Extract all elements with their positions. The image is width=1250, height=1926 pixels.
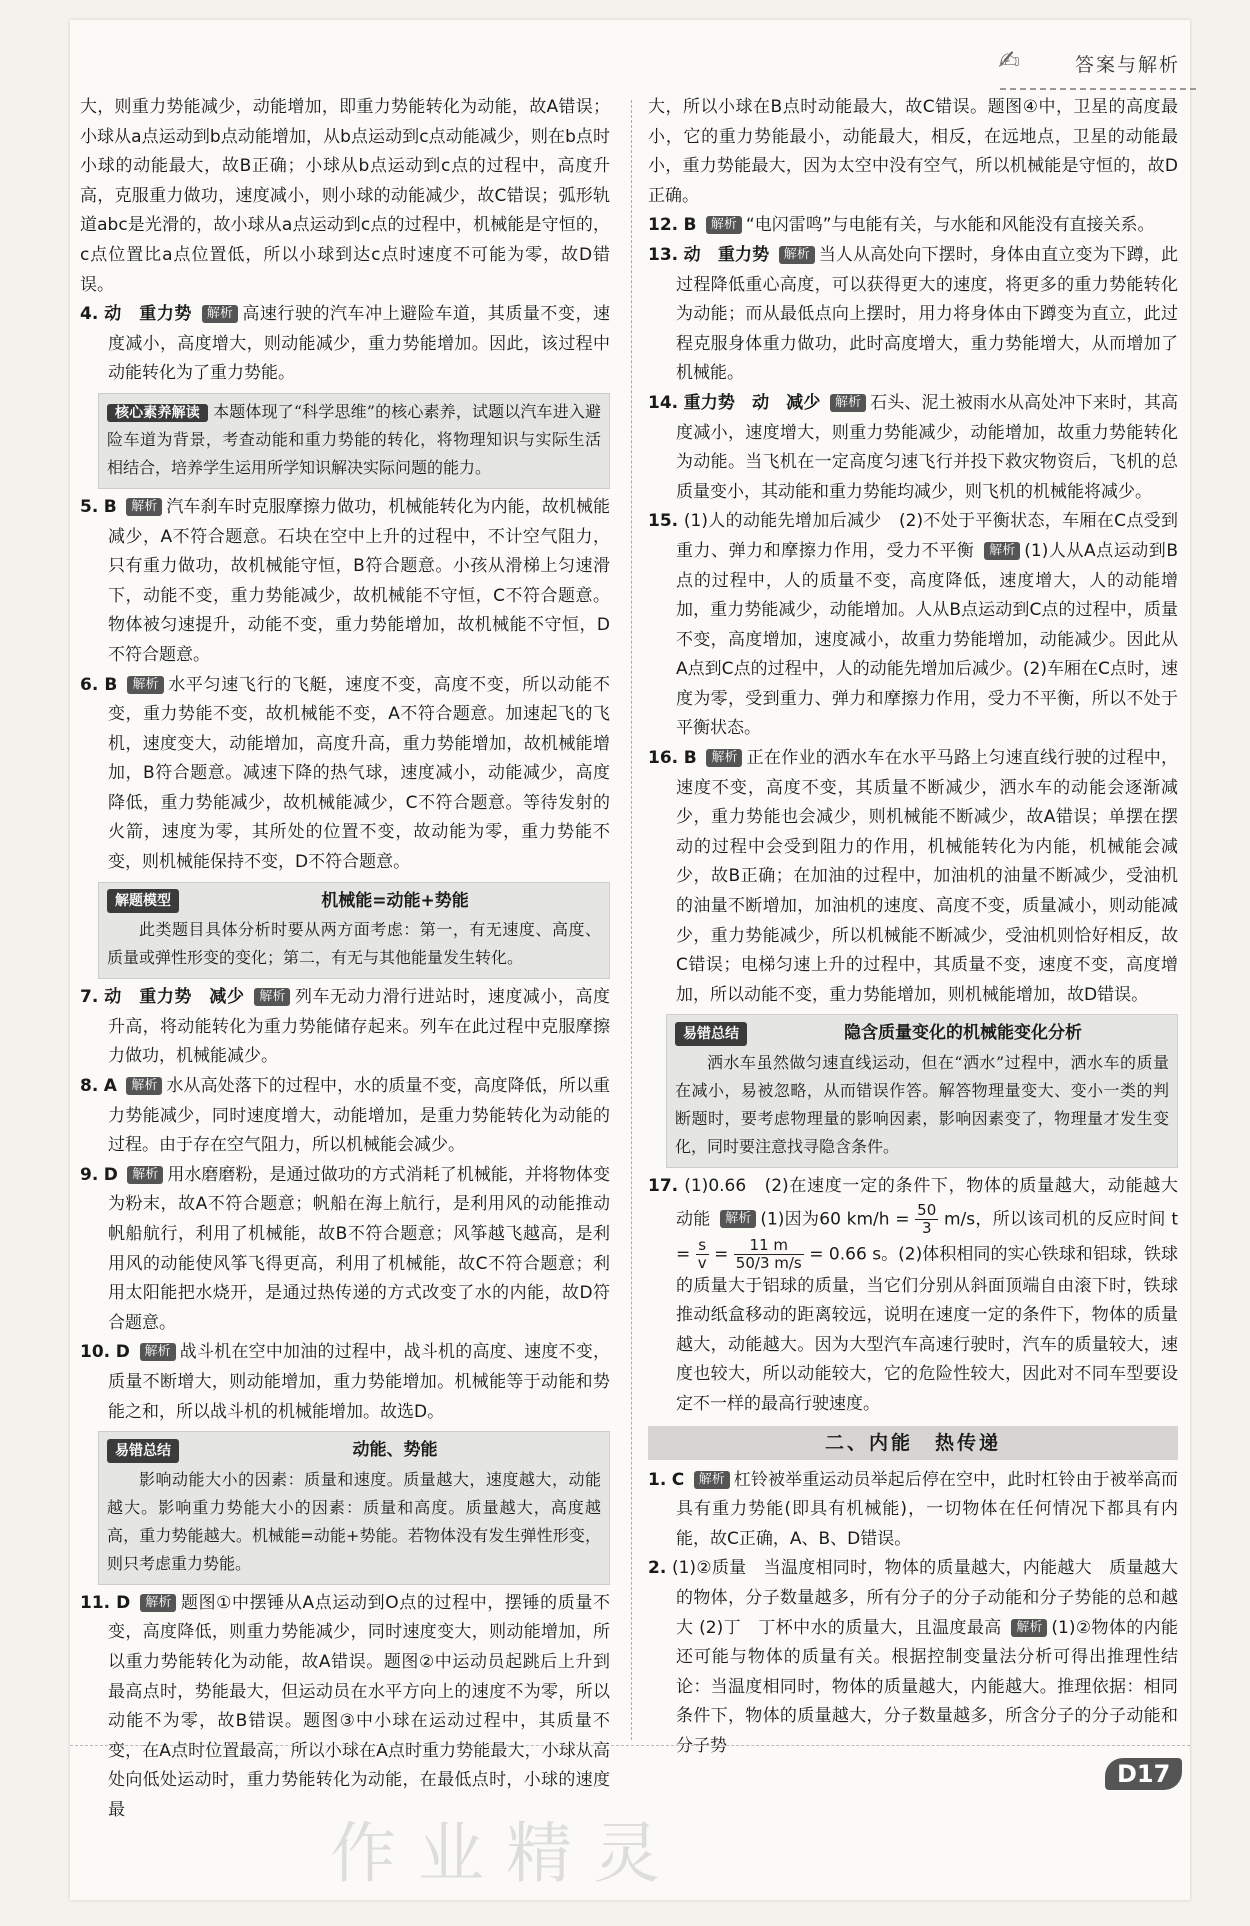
question-6 [80, 671, 610, 878]
fraction-numerator: s [696, 1237, 709, 1255]
question-number: 5. [80, 496, 99, 517]
question-number: 7. [80, 987, 99, 1008]
question-number: 17. [648, 1176, 679, 1196]
error-summary-text: 洒水车虽然做匀速直线运动，但在“洒水”过程中，洒水车的质量在减小，易被忽略，从而错误作答。解答物理量变大、变小一类的判断题时，要考虑物理量的影响因素，影响因素变了，物理量才发生变化，同时要注意找寻隐含条件。 [675, 1053, 1169, 1156]
question-14 [648, 389, 1178, 507]
analysis-text: 石头、泥土被雨水从高处冲下来时，其高度减小，速度增大，则重力势能减少，动能增加，故重力势能转化为动能。当飞机在一定高度匀速飞行并投下救灾物资后，飞机的总质量变小，其动能和重力势能均减少，则飞机的机械能将减少。 [676, 392, 1179, 502]
analysis-tag: 解析 [127, 1166, 163, 1184]
question-number: 1. [648, 1469, 667, 1490]
error-summary-tag: 易错总结 [107, 1439, 179, 1463]
fraction-denominator: v [697, 1253, 707, 1272]
question-12 [648, 211, 1178, 241]
answer: B [683, 215, 697, 236]
analysis-text: 列车无动力滑行进站时，速度减小，高度升高，将动能转化为重力势能储存起来。列车在此过程中克服摩擦力做功，机械能减少。 [108, 987, 610, 1067]
analysis-text: “电闪雷鸣”与电能有关，与水能和风能没有直接关系。 [745, 215, 1155, 236]
answer: 重力势 动 减少 [683, 392, 821, 413]
question-number: 14. [648, 392, 679, 413]
analysis-tag: 解析 [140, 1343, 176, 1361]
reading-person-icon: ✍ [998, 46, 1020, 76]
solving-model-tag: 解题模型 [107, 889, 179, 913]
question-4 [80, 300, 610, 389]
analysis-text: 高速行驶的汽车冲上避险车道，其质量不变，速度减小，高度增大，则动能减少，重力势能增加。因此，该过程中动能转化为了重力势能。 [108, 304, 610, 384]
error-summary-title: 动能、势能 [352, 1440, 438, 1461]
analysis-text: 杠铃被举重运动员举起后停在空中，此时杠铃由于被举高而具有重力势能(即具有机械能)，一切物体在任何情况下都具有内能，故C正确，A、B、D错误。 [676, 1469, 1179, 1549]
core-literacy-paragraph [107, 398, 601, 482]
analysis-text: 汽车刹车时克服摩擦力做功，机械能转化为内能，故机械能减少，A不符合题意。石块在空中上升的过程中，不计空气阻力，只有重力做功，故机械能守恒，B符合题意。小孩从滑梯上匀速滑下，动能不变，重力势能减少，故机械能不守恒，C不符合题意。物体被匀速提升，动能不变，重力势能增加，故机械能不守恒，D不符合题意。 [108, 496, 611, 665]
error-summary-head [675, 1019, 1169, 1049]
analysis-text: 战斗机在空中加油的过程中，战斗机的高度、速度不变，质量不断增大，则动能增加，重力势能增加。机械能等于动能和势能之和，所以战斗机的机械能增加。故选D。 [108, 1342, 610, 1422]
question-15 [648, 507, 1178, 744]
analysis-text: 水从高处落下的过程中，水的质量不变，高度降低，所以重力势能减少，同时速度增大，动能增加，是重力势能转化为动能的过程。由于存在空气阻力，所以机械能会减少。 [108, 1076, 611, 1156]
question-9 [80, 1161, 610, 1339]
fraction-50-over-3 [915, 1202, 938, 1237]
answer: 动 重力势 [104, 304, 192, 325]
section-question-1 [648, 1466, 1178, 1555]
fraction-denominator: 50/3 m/s [735, 1253, 802, 1272]
analysis-tag: 解析 [706, 216, 742, 234]
header-divider [1000, 88, 1196, 90]
fraction-s-over-v [696, 1237, 709, 1272]
fraction-numerator: 11 m [734, 1237, 804, 1255]
question-number: 8. [80, 1076, 99, 1097]
analysis-text: = 0.66 s。(2)体积相同的实心铁球和铝球，铁球的质量大于铝球的质量，当它们分别从斜面顶端自由滚下时，铁球推动纸盒移动的距离较远，说明在速度一定的条件下，物体的质量越大，动能越大。因为大型汽车高速行驶时，汽车的质量较大，速度也较大，所以动能较大，它的危险性较大，因此对不同车型要设定不一样的最高行驶速度。 [676, 1244, 1179, 1414]
analysis-tag: 解析 [1011, 1619, 1047, 1637]
fraction-distance-over-speed [734, 1237, 804, 1272]
answer: 动 重力势 [683, 244, 770, 265]
analysis-text: 题图①中摆锤从A点运动到O点的过程中，摆锤的质量不变，高度降低，则重力势能减少，同时速度变大，则动能增加，所以重力势能转化为动能，故A错误。题图②中运动员起跳后上升到最高点时，势能最大，但运动员在水平方向上的速度不为零，所以动能不为零，故B错误。题图③中小球在运动过程中，其质量不变，在A点时位置最高，所以小球在A点时重力势能最大，小球从高处向低处运动时，重力势能转化为动能，在最低点时，小球的速度最 [108, 1592, 611, 1820]
analysis-text: (1)人从A点运动到B点的过程中，人的质量不变，高度降低，速度增大，人的动能增加，重力势能减少，动能增加。人从B点运动到C点的过程中，质量不变，高度增加，速度减小，故重力势能增加，动能减少。因此从A点到C点的过程中，人的动能先增加后减少。(2)车厢在C点时，速度为零，受到重力、弹力和摩擦力作用，受力不平衡，所以不处于平衡状态。 [676, 540, 1179, 739]
column-divider [631, 100, 632, 1740]
answer: D [103, 1164, 118, 1185]
analysis-tag: 解析 [706, 749, 742, 767]
core-literacy-tag: 核心素养解读 [107, 404, 208, 422]
question-number: 12. [648, 215, 679, 236]
answer-extra: 动能 [676, 1209, 711, 1230]
formula-text: t = [676, 1209, 1179, 1265]
solving-model-head [107, 887, 601, 917]
right-intro: 大，所以小球在B点时动能最大，故C错误。题图④中，卫星的高度最小，它的重力势能最小，动能最大，相反，在远地点，卫星的动能最小，重力势能最大，因为太空中没有空气，所以机械能是守恒的，故D正确。 [648, 97, 1178, 206]
left-intro: 大，则重力势能减少，动能增加，即重力势能转化为动能，故A错误；小球从a点运动到b点动能增加，从b点运动到c点动能减少，则在b点时小球的动能最大，故B正确；小球从b点运动到c点的过程中，高度升高，克服重力做功，速度减小，则小球的动能减少，故C错误；弧形轨道abc是光滑的，故小球从a点运动到c点的过程中，机械能是守恒的，c点位置比a点位置低，所以小球到达c点时速度不可能为零，故D错误。 [80, 97, 610, 295]
question-16 [648, 744, 1178, 1010]
question-number: 9. [80, 1164, 99, 1185]
analysis-tag: 解析 [127, 676, 163, 694]
analysis-tag: 解析 [126, 498, 162, 516]
question-13 [648, 241, 1178, 389]
analysis-tag: 解析 [202, 305, 238, 323]
analysis-text: m/s，所以该司机的反应时间 [943, 1209, 1166, 1230]
answer: B [103, 496, 117, 517]
section-heading: 二、内能 热传递 [648, 1426, 1178, 1460]
answer: D [115, 1342, 130, 1363]
error-summary-tag: 易错总结 [675, 1022, 747, 1046]
header-label: 答案与解析 [1074, 54, 1180, 76]
error-summary-title: 隐含质量变化的机械能变化分析 [844, 1023, 1082, 1044]
analysis-text: 用水磨磨粉，是通过做功的方式消耗了机械能，并将物体变为粉末，故A不符合题意；帆船在海上航行，是利用风的动能推动帆船航行，利用了机械能，故B不符合题意；风筝越飞越高，是利用风的动能使风筝飞得更高，利用了机械能，故C不符合题意；利用太阳能把水烧开，是通过热传递的方式改变了水的内能，故D符合题意。 [108, 1164, 611, 1333]
fraction-denominator: 3 [921, 1218, 932, 1237]
solving-model-title: 机械能=动能+势能 [321, 890, 469, 911]
question-5 [80, 493, 610, 671]
answer: B [104, 674, 118, 695]
question-number: 10. [80, 1342, 111, 1363]
answer: (1)②质量 当温度相同时，物体的质量越大，内能越大 质量越大的物体，分子数量越多，所有分子的分子动能和分子势能的总和越大 [671, 1558, 1178, 1638]
fraction-numerator: 50 [917, 1200, 937, 1219]
left-column [80, 93, 610, 1826]
answer: A [103, 1076, 117, 1097]
answer: (1)人的动能先增加后减少 (2)不处于平衡状态，车厢在C点受到重力、弹力和摩擦力作用，受力不平衡 [676, 511, 1179, 561]
page-number: D17 [1105, 1758, 1182, 1790]
answer: 动 重力势 减少 [104, 987, 245, 1008]
analysis-text: (1)因为60 km/h = [760, 1209, 910, 1230]
analysis-tag: 解析 [140, 1594, 176, 1612]
question-number: 6. [80, 674, 99, 695]
section-question-2 [648, 1554, 1178, 1761]
answer: D [116, 1592, 131, 1613]
watermark: 作业精灵 [330, 1815, 682, 1892]
footer-band [70, 1745, 1190, 1804]
question-17 [648, 1172, 1178, 1420]
answer: (2)丁 丁杯中水的质量大，且温度最高 [699, 1617, 1002, 1638]
question-number: 13. [648, 244, 679, 265]
question-8 [80, 1072, 610, 1161]
question-number: 16. [648, 748, 679, 769]
analysis-text: 当人从高处向下摆时，身体由直立变为下蹲，此过程降低重心高度，可以获得更大的速度，将更多的重力势能转化为动能；而从最低点向上摆时，用力将身体由下蹲变为直立，此过程克服身体重力做功，此时高度增大，重力势能增大，从而增加了机械能。 [676, 244, 1179, 384]
solving-model-box [98, 882, 610, 980]
error-summary-box-2 [666, 1014, 1178, 1168]
analysis-tag: 解析 [254, 988, 290, 1006]
question-7 [80, 983, 610, 1072]
question-10 [80, 1338, 610, 1427]
error-summary-box-1 [98, 1431, 610, 1585]
analysis-tag: 解析 [830, 394, 866, 412]
analysis-tag: 解析 [720, 1210, 756, 1228]
right-column [648, 93, 1178, 1762]
core-literacy-box [98, 393, 610, 489]
solving-model-text: 此类题目具体分析时要从两方面考虑：第一，有无速度、高度、质量或弹性形变的变化；第二，有无与其他能量发生转化。 [107, 920, 601, 968]
analysis-tag: 解析 [126, 1077, 162, 1095]
error-summary-head [107, 1436, 601, 1466]
question-number: 11. [80, 1592, 111, 1613]
question-number: 4. [80, 304, 99, 325]
analysis-tag: 解析 [779, 246, 815, 264]
answer: B [683, 748, 697, 769]
core-literacy-text: 本题体现了“科学思维”的核心素养，试题以汽车进入避险车道为背景，考查动能和重力势能的转化，将物理知识与实际生活相结合，培养学生运用所学知识解决实际问题的能力。 [107, 401, 601, 477]
answer: C [671, 1469, 685, 1490]
answer: (1)0.66 (2)在速度一定的条件下，物体的质量越大，动能越大 [684, 1176, 1179, 1196]
analysis-text: 正在作业的洒水车在水平马路上匀速直线行驶的过程中，速度不变，高度不变，其质量不断减少，洒水车的动能会逐渐减少，重力势能也会减少，则机械能不断减少，故A错误；单摆在摆动的过程中会受到阻力的作用，机械能转化为内能，机械能会减少，故B正确；在加油的过程中，加油机的油量不断减少，受油机的油量不断增加，加油机的速度、高度不变，质量减小，则动能减少，重力势能减少，所以机械能不断减少，受油机则恰好相反，故C错误；电梯匀速上升的过程中，其质量不变，速度不变，高度增加，所以动能不变，重力势能增加，则机械能增加，故D错误。 [676, 748, 1179, 1005]
formula-text: = [714, 1244, 729, 1265]
analysis-text: (1)②物体的内能还可能与物体的质量有关。根据控制变量法分析可得出推理性结论：当温度相同时，物体的质量越大，内能越大。推理依据：相同条件下，物体的质量越大，分子数量越多，所含分子的分子动能和分子势 [676, 1617, 1178, 1756]
error-summary-text: 影响动能大小的因素：质量和速度。质量越大，速度越大，动能越大。影响重力势能大小的因素：质量和高度。质量越大，高度越高，重力势能越大。机械能=动能+势能。若物体没有发生弹性形变，则只考虑重力势能。 [107, 1469, 601, 1573]
question-number: 2. [648, 1558, 667, 1579]
analysis-tag: 解析 [694, 1471, 730, 1489]
analysis-text: 水平匀速飞行的飞艇，速度不变，高度不变，所以动能不变，重力势能不变，故机械能不变，A不符合题意。加速起飞的飞机，速度变大，动能增加，高度升高，重力势能增加，故机械能增加，B符合题意。减速下降的热气球，速度减小，动能减少，高度降低，重力势能减少，故机械能减少，C不符合题意。等待发射的火箭，速度为零，其所处的位置不变，故动能为零，重力势能不变，则机械能保持不变，D不符合题意。 [108, 674, 611, 873]
analysis-tag: 解析 [984, 542, 1020, 560]
question-number: 15. [648, 511, 679, 532]
